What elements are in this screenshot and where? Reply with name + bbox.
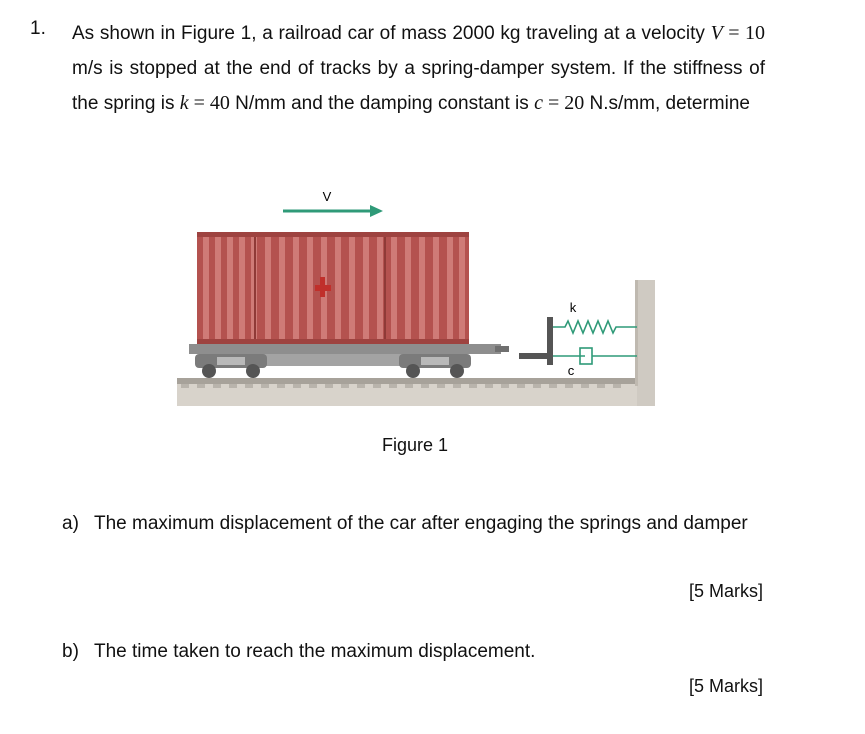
velocity-symbol: V	[710, 22, 723, 44]
velocity-value: 10	[745, 22, 766, 44]
stiffness-equals: =	[188, 92, 210, 114]
part-a-text: The maximum displacement of the car after engaging the springs and damper	[94, 513, 748, 534]
car-chassis	[189, 344, 501, 354]
spring-label: k	[569, 300, 577, 315]
railroad-car	[197, 232, 469, 344]
end-wall	[637, 280, 655, 406]
velocity-equation	[711, 22, 765, 44]
damping-value: 20	[564, 92, 585, 114]
part-b-label: b)	[62, 641, 79, 662]
question-number: 1.	[30, 18, 46, 39]
figure-caption: Figure 1	[382, 435, 449, 455]
buffer-plate	[519, 317, 553, 365]
question-text-part-2: m/s is stopped at the end of tracks by a spring-damper system. If the stiffness of the spring is	[72, 58, 765, 114]
railroad-car-figure	[175, 185, 660, 410]
end-wall-edge	[635, 280, 638, 386]
question-text	[72, 16, 765, 121]
question-text-part-3: N/mm and the damping constant is	[229, 93, 535, 114]
stiffness-value: 40	[209, 92, 230, 114]
part-b-marks: [5 Marks]	[688, 676, 763, 696]
damping-equals: =	[542, 92, 565, 114]
damper	[553, 348, 637, 364]
damping-equation	[534, 92, 584, 114]
question-text-part-4: N.s/mm, determine	[584, 93, 750, 114]
car-coupler	[495, 346, 509, 352]
velocity-equals: =	[722, 22, 746, 44]
rear-bogie	[399, 354, 471, 378]
part-b-text: The time taken to reach the maximum displacement.	[94, 641, 536, 662]
damper-label: c	[567, 363, 575, 378]
damping-symbol: c	[534, 92, 543, 114]
velocity-label: V	[322, 189, 332, 204]
rail	[177, 378, 639, 384]
part-a-marks: [5 Marks]	[688, 581, 763, 601]
part-a-label: a)	[62, 513, 79, 534]
stiffness-symbol: k	[179, 92, 189, 114]
front-bogie	[195, 354, 267, 378]
velocity-arrow	[283, 205, 383, 217]
stiffness-equation	[180, 92, 230, 114]
question-text-part-1: As shown in Figure 1, a railroad car of mass 2000 kg traveling at a velocity	[72, 23, 711, 44]
spring	[553, 321, 637, 333]
